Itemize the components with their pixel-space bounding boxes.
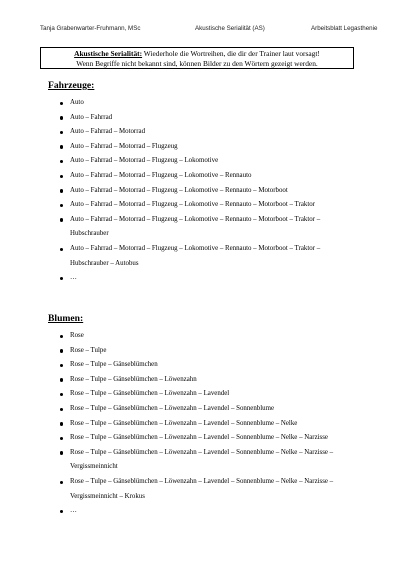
list-item-text: Rose – Tulpe – Gänseblümchen – Löwenzahn – Lavendel – Sonnenblume – Nelke – Narzisse – Vergissmeinnicht	[70, 448, 334, 471]
list-item	[0, 446, 350, 475]
list-item	[0, 154, 350, 169]
bullet-icon	[60, 335, 63, 338]
list-item-text: Auto – Fahrrad – Motorrad – Flugzeug – Lokomotive	[70, 157, 219, 165]
bullet-icon	[60, 175, 63, 178]
instruction-box	[40, 47, 354, 69]
instruction-label: Akustische Serialität:	[74, 49, 143, 58]
list-item-text: Auto – Fahrrad – Motorrad – Flugzeug – Lokomotive – Rennauto – Motorboot – Traktor – Hubschrauber	[70, 215, 321, 238]
section-title-vehicles: Fahrzeuge:	[48, 80, 95, 91]
list-item	[0, 198, 350, 213]
list-item-text: Rose – Tulpe – Gänseblümchen – Löwenzahn – Lavendel – Sonnenblume – Nelke	[70, 419, 298, 427]
list-item	[0, 358, 350, 373]
instruction-line-2: Wenn Begriffe nicht bekannt sind, können Bilder zu den Wörtern gezeigt werden.	[76, 59, 318, 68]
instruction-line-1	[41, 49, 353, 59]
bullet-icon	[60, 218, 63, 221]
list-item	[0, 504, 350, 519]
bullet-icon	[60, 364, 63, 367]
bullet-icon	[60, 349, 63, 352]
list-item	[0, 213, 350, 242]
instruction-text-1: Wiederhole die Wortreihen, die dir der Trainer laut vorsagt!	[142, 49, 320, 58]
bullet-icon	[60, 145, 63, 148]
list-item	[0, 329, 350, 344]
list-item	[0, 344, 350, 359]
list-item-text: Rose – Tulpe – Gänseblümchen – Löwenzahn – Lavendel – Sonnenblume – Nelke – Narzisse	[70, 434, 328, 442]
bullet-icon	[60, 408, 63, 411]
bullet-icon	[60, 422, 63, 425]
list-item-text: …	[70, 274, 77, 282]
bullet-icon	[60, 102, 63, 105]
bullet-icon	[60, 204, 63, 207]
page-header	[40, 25, 382, 35]
list-item-text: Rose – Tulpe – Gänseblümchen – Löwenzahn – Lavendel	[70, 390, 230, 398]
list-item-text: Auto – Fahrrad – Motorrad	[70, 128, 146, 136]
list-item	[0, 431, 350, 446]
list-item-text: Auto – Fahrrad – Motorrad – Flugzeug – Lokomotive – Rennauto – Motorboot – Traktor – Hubschrauber – Autobus	[70, 244, 321, 267]
list-item	[0, 242, 350, 271]
list-item	[0, 111, 350, 126]
list-item	[0, 271, 350, 286]
bullet-icon	[60, 277, 63, 280]
bullet-icon	[60, 393, 63, 396]
bullet-icon	[60, 451, 63, 454]
list-item-text: Rose	[70, 332, 84, 339]
list-item	[0, 96, 350, 111]
list-item	[0, 125, 350, 140]
bullet-icon	[60, 378, 63, 381]
header-sheet: Arbeitsblatt Legasthenie	[311, 25, 378, 32]
list-item-text: Auto – Fahrrad – Motorrad – Flugzeug – Lokomotive – Rennauto – Motorboot	[70, 186, 288, 194]
bullet-icon	[60, 116, 63, 119]
list-item-text: Auto – Fahrrad – Motorrad – Flugzeug	[70, 142, 178, 150]
bullet-icon	[60, 131, 63, 134]
bullet-icon	[60, 160, 63, 163]
list-item-text: Auto – Fahrrad – Motorrad – Flugzeug – Lokomotive – Rennauto – Motorboot – Traktor	[70, 201, 315, 209]
list-item-text: Rose – Tulpe – Gänseblümchen – Löwenzahn – Lavendel – Sonnenblume – Nelke – Narzisse – Vergissmeinnicht – Krokus	[70, 477, 334, 500]
list-item	[0, 140, 350, 155]
header-author: Tanja Grabenwarter-Fruhmann, MSc	[40, 25, 141, 32]
list-item-text: Rose – Tulpe – Gänseblümchen	[70, 361, 158, 369]
bullet-icon	[60, 510, 63, 513]
bullet-icon	[60, 437, 63, 440]
list-item	[0, 417, 350, 432]
list-item-text: Rose – Tulpe – Gänseblümchen – Löwenzahn – Lavendel – Sonnenblume	[70, 404, 275, 412]
list-item	[0, 387, 350, 402]
section-title-flowers: Blumen:	[48, 313, 84, 324]
vehicle-list	[0, 96, 350, 286]
list-item-text: …	[70, 507, 77, 515]
list-item-text: Auto – Fahrrad	[70, 113, 113, 121]
list-item-text: Rose – Tulpe	[70, 346, 107, 354]
list-item	[0, 373, 350, 388]
list-item-text: Rose – Tulpe – Gänseblümchen – Löwenzahn	[70, 375, 197, 383]
bullet-icon	[60, 481, 63, 484]
list-item	[0, 184, 350, 199]
list-item	[0, 402, 350, 417]
list-item	[0, 169, 350, 184]
list-item-text: Auto	[70, 99, 84, 106]
header-topic: Akustische Serialität (AS)	[195, 25, 265, 32]
list-item	[0, 475, 350, 504]
bullet-icon	[60, 189, 63, 192]
list-item-text: Auto – Fahrrad – Motorrad – Flugzeug – Lokomotive – Rennauto	[70, 171, 252, 179]
bullet-icon	[60, 248, 63, 251]
flower-list	[0, 329, 350, 519]
